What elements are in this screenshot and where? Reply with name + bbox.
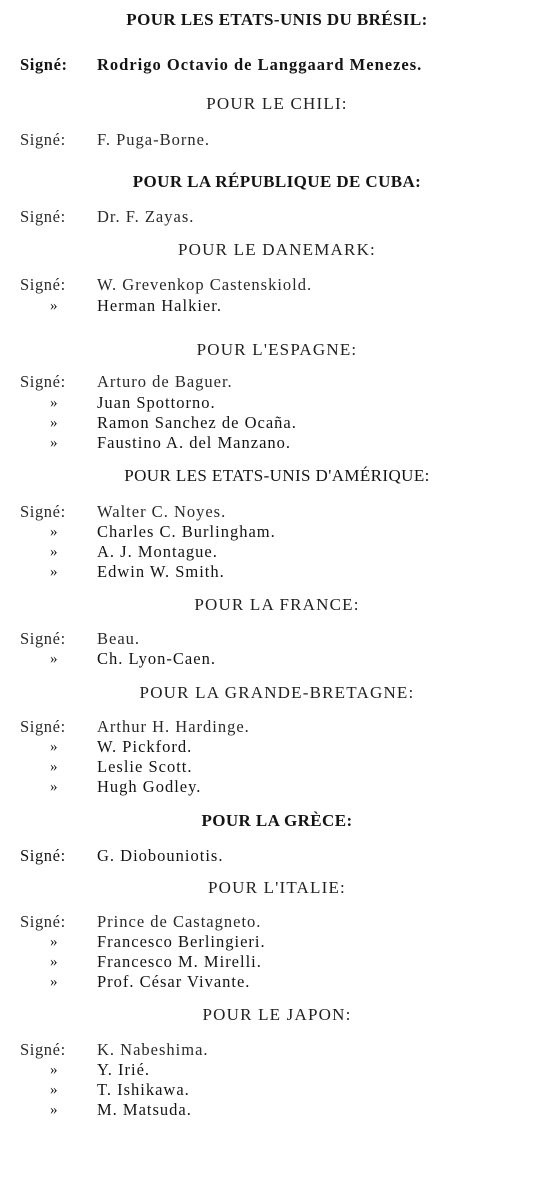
signer-name: W. Grevenkop Castenskiold.: [97, 275, 313, 294]
section-heading-bresil: POUR LES ETATS-UNIS DU BRÉSIL:: [126, 10, 428, 29]
signer-name: F. Puga-Borne.: [97, 130, 211, 149]
signer-row: [0, 393, 554, 413]
ditto-mark: »: [50, 934, 59, 950]
signer-row: [0, 502, 554, 522]
signer-name: Edwin W. Smith.: [97, 562, 225, 581]
signer-name: Herman Halkier.: [97, 296, 222, 315]
ditto-mark: »: [50, 739, 59, 755]
signer-row: [0, 649, 554, 669]
ditto-mark: »: [50, 564, 59, 580]
signer-row: [0, 629, 554, 649]
signer-row: [0, 1040, 554, 1060]
signer-row: [0, 55, 554, 75]
section-heading-chili: POUR LE CHILI:: [206, 94, 348, 113]
signe-label: Signé:: [20, 207, 66, 226]
signe-label: Signé:: [20, 130, 66, 149]
signer-row: [0, 717, 554, 737]
signer-row: [0, 542, 554, 562]
signer-row: [0, 1060, 554, 1080]
ditto-mark: »: [50, 1062, 59, 1078]
signe-label: Signé:: [20, 275, 66, 294]
signer-row: [0, 972, 554, 992]
ditto-mark: »: [50, 779, 59, 795]
signer-name: Charles C. Burlingham.: [97, 522, 276, 541]
signer-row: [0, 130, 554, 150]
ditto-mark: »: [50, 651, 59, 667]
signer-name: Rodrigo Octavio de Langgaard Menezes.: [97, 55, 423, 74]
signer-name: Faustino A. del Manzano.: [97, 433, 292, 452]
signer-name: G. Diobouniotis.: [97, 846, 224, 865]
ditto-mark: »: [50, 395, 59, 411]
signer-row: [0, 737, 554, 757]
ditto-mark: »: [50, 954, 59, 970]
signer-row: [0, 777, 554, 797]
signer-row: [0, 1080, 554, 1100]
signe-label: Signé:: [20, 846, 66, 865]
section-heading-cuba: POUR LA RÉPUBLIQUE DE CUBA:: [132, 172, 422, 191]
signer-row: [0, 757, 554, 777]
section-heading-etats-unis: POUR LES ETATS-UNIS D'AMÉRIQUE:: [124, 466, 430, 485]
ditto-mark: »: [50, 759, 59, 775]
ditto-mark: »: [50, 974, 59, 990]
section-heading-france: POUR LA FRANCE:: [194, 595, 360, 614]
signer-name: Juan Spottorno.: [97, 393, 216, 412]
signe-label: Signé:: [20, 629, 66, 648]
signer-name: K. Nabeshima.: [97, 1040, 209, 1059]
signer-name: Walter C. Noyes.: [97, 502, 227, 521]
signer-row: [0, 912, 554, 932]
section-heading-japon: POUR LE JAPON:: [202, 1005, 352, 1024]
signe-label: Signé:: [20, 1040, 66, 1059]
signer-name: W. Pickford.: [97, 737, 193, 756]
signer-row: [0, 846, 554, 866]
signer-row: [0, 522, 554, 542]
ditto-mark: »: [50, 1082, 59, 1098]
section-heading-danemark: POUR LE DANEMARK:: [178, 240, 376, 259]
ditto-mark: »: [50, 435, 59, 451]
ditto-mark: »: [50, 1102, 59, 1118]
signe-label: Signé:: [20, 55, 68, 74]
signer-name: Y. Irié.: [97, 1060, 151, 1079]
signer-row: [0, 275, 554, 295]
signer-row: [0, 207, 554, 227]
signer-row: [0, 1100, 554, 1120]
section-heading-espagne: POUR L'ESPAGNE:: [196, 340, 358, 359]
ditto-mark: »: [50, 298, 59, 314]
signer-name: Beau.: [97, 629, 141, 648]
signer-name: Arthur H. Hardinge.: [97, 717, 250, 736]
signe-label: Signé:: [20, 912, 66, 931]
signer-row: [0, 562, 554, 582]
ditto-mark: »: [50, 544, 59, 560]
signe-label: Signé:: [20, 717, 66, 736]
signer-row: [0, 296, 554, 316]
signer-name: Francesco Berlingieri.: [97, 932, 266, 951]
signer-name: Leslie Scott.: [97, 757, 193, 776]
ditto-mark: »: [50, 415, 59, 431]
signer-name: Prince de Castagneto.: [97, 912, 262, 931]
signer-name: Hugh Godley.: [97, 777, 202, 796]
signer-name: Ch. Lyon-Caen.: [97, 649, 216, 668]
signer-name: Dr. F. Zayas.: [97, 207, 195, 226]
signer-name: Ramon Sanchez de Ocaña.: [97, 413, 297, 432]
signer-row: [0, 952, 554, 972]
ditto-mark: »: [50, 524, 59, 540]
signe-label: Signé:: [20, 502, 66, 521]
section-heading-italie: POUR L'ITALIE:: [208, 878, 346, 897]
signer-name: Francesco M. Mirelli.: [97, 952, 262, 971]
section-heading-grece: POUR LA GRÈCE:: [201, 811, 353, 830]
signe-label: Signé:: [20, 372, 66, 391]
signer-name: Prof. César Vivante.: [97, 972, 251, 991]
signer-name: M. Matsuda.: [97, 1100, 192, 1119]
signer-row: [0, 433, 554, 453]
signer-row: [0, 932, 554, 952]
signer-row: [0, 372, 554, 392]
signer-name: Arturo de Baguer.: [97, 372, 233, 391]
signer-name: T. Ishikawa.: [97, 1080, 190, 1099]
signer-name: A. J. Montague.: [97, 542, 218, 561]
signer-row: [0, 413, 554, 433]
section-heading-grande-bretagne: POUR LA GRANDE-BRETAGNE:: [139, 683, 415, 702]
